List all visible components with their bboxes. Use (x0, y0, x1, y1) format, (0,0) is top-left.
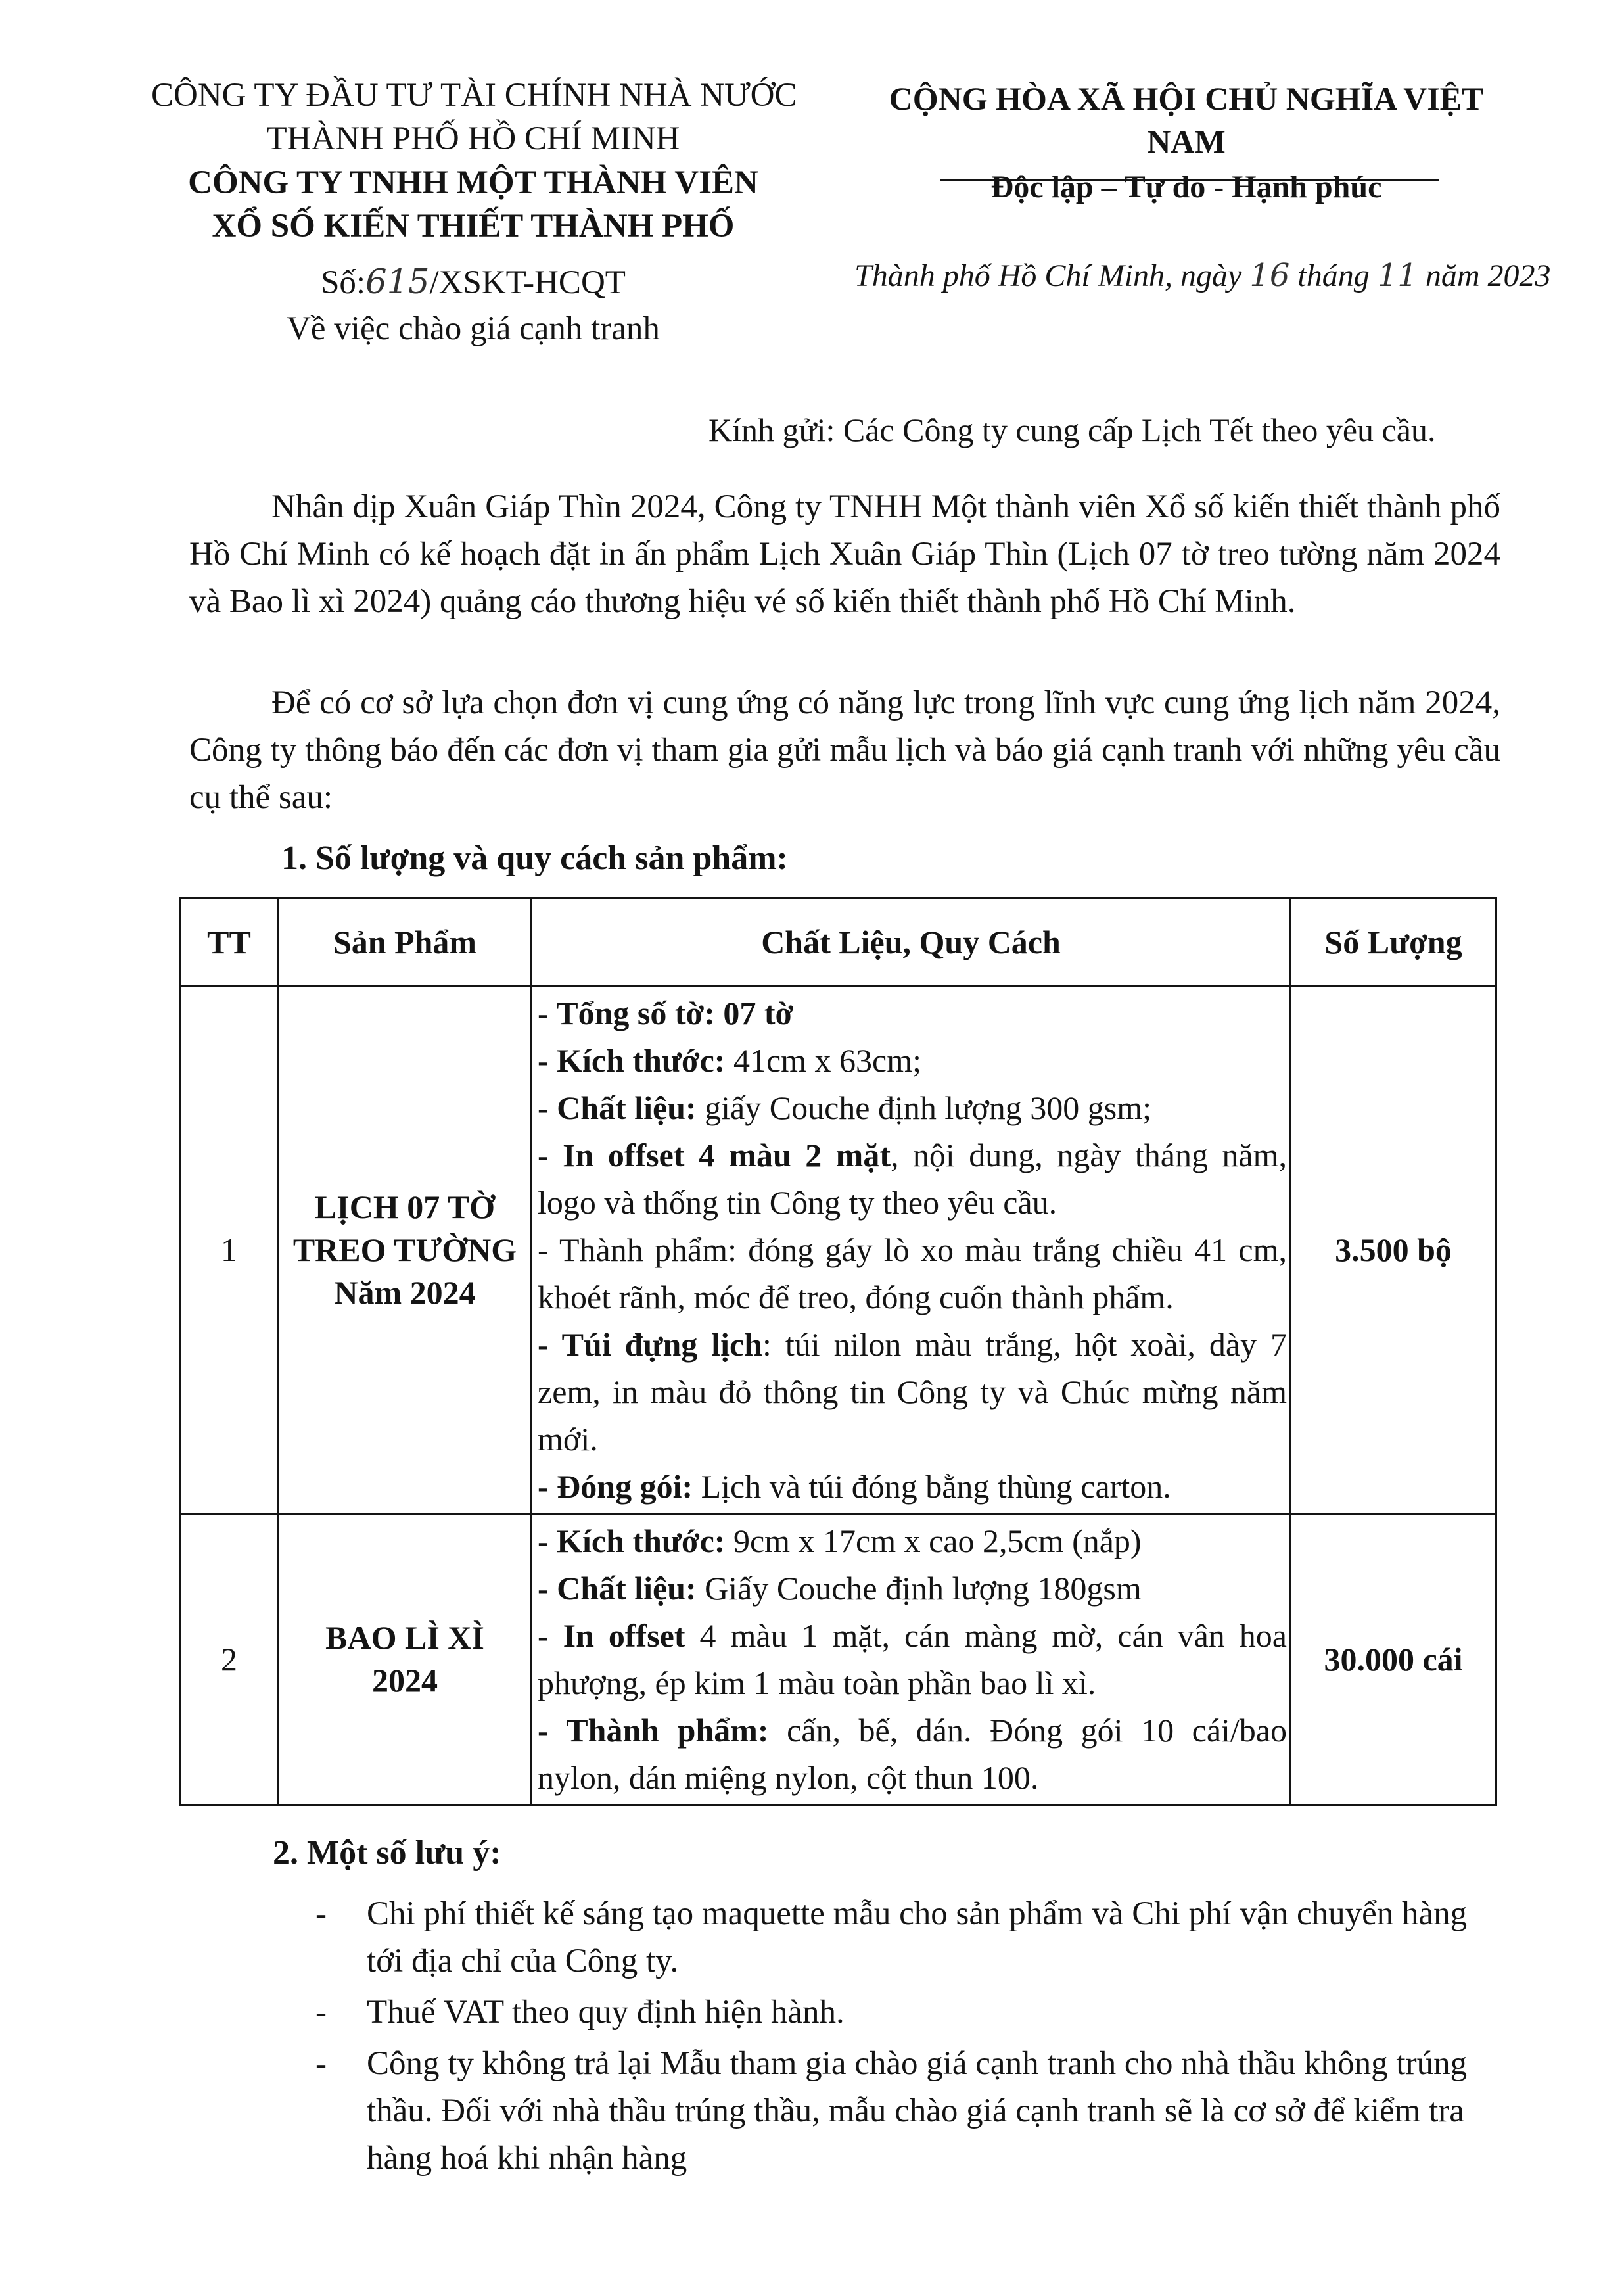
national-motto: Độc lập – Tự do - Hạnh phúc (990, 170, 1382, 204)
section-2-heading: 2. Một số lưu ý: (273, 1834, 501, 1872)
row-1-product-line1: LỊCH 07 TỜ (314, 1188, 496, 1225)
parent-org-line2: THÀNH PHỐ HỒ CHÍ MINH (266, 120, 680, 158)
table-row (180, 986, 1496, 1514)
section-1-heading: 1. Số lượng và quy cách sản phẩm: (281, 839, 788, 877)
row-1-quantity: 3.500 bộ (1291, 986, 1496, 1514)
document-date (854, 255, 1551, 296)
row-2-product-line2: 2024 (372, 1662, 438, 1699)
spec-1-printing: - In offset 4 màu 2 mặt, nội dung, ngày tháng năm, logo và thống tin Công ty theo yêu cầu. (538, 1137, 1287, 1221)
list-item: - Thuế VAT theo quy định hiện hành. (309, 1989, 1498, 2036)
spec-2-size: - Kích thước: 9cm x 17cm x cao 2,5cm (nắp) (538, 1523, 1142, 1559)
national-title: CỘNG HÒA XÃ HỘI CHỦ NGHĨA VIỆT NAM (889, 80, 1484, 160)
motto-underline (940, 179, 1439, 181)
row-1-product (279, 986, 532, 1514)
date-prefix: Thành phố Hồ Chí Minh, ngày (854, 258, 1242, 293)
spec-2-finishing: - Thành phẩm: cấn, bế, dán. Đóng gói 10 cái/bao nylon, dán miệng nylon, cột thun 100. (538, 1712, 1287, 1796)
date-year: năm 2023 (1425, 258, 1551, 293)
row-2-product (279, 1514, 532, 1805)
row-2-tt: 2 (180, 1514, 279, 1805)
row-2-quantity: 30.000 cái (1291, 1514, 1496, 1805)
header-quantity: Số Lượng (1291, 899, 1496, 986)
row-1-spec (532, 986, 1291, 1514)
intro-text: Nhân dịp Xuân Giáp Thìn 2024, Công ty TNHH Một thành viên Xổ số kiến thiết thành phố Hồ Chí Minh có kế hoạch đặt in ấn phẩm Lịch Xuân Giáp Thìn (Lịch 07 tờ treo tường năm 2024 và Bao lì xì 2024) quảng cáo thương hiệu vé số kiến thiết thành phố Hồ Chí Minh. (189, 488, 1500, 620)
spec-1-size: - Kích thước: 41cm x 63cm; (538, 1042, 921, 1079)
doc-number-prefix: Số: (321, 264, 366, 302)
list-item: - Chi phí thiết kế sáng tạo maquette mẫu cho sản phẩm và Chi phí vận chuyển hàng tới địa chỉ của Công ty. (309, 1890, 1498, 1985)
company-name-line1: CÔNG TY TNHH MỘT THÀNH VIÊN (188, 164, 758, 201)
spec-2-material: - Chất liệu: Giấy Couche định lượng 180gsm (538, 1570, 1142, 1607)
row-2-product-line1: BAO LÌ XÌ (325, 1619, 484, 1656)
date-month: 11 (1377, 257, 1418, 294)
table-header-row (180, 899, 1496, 986)
doc-number-handwritten: 615 (365, 263, 430, 302)
recipient-line: Kính gửi: Các Công ty cung cấp Lịch Tết theo yêu cầu. (708, 412, 1436, 448)
company-name-line2: XỔ SỐ KIẾN THIẾT THÀNH PHỐ (212, 207, 735, 245)
spec-2-printing: - In offset 4 màu 1 mặt, cán màng mờ, cán vân hoa phượng, ép kim 1 màu toàn phần bao lì xì. (538, 1617, 1287, 1701)
issuer-block (151, 74, 795, 351)
row-1-product-line2: TREO TƯỜNG (292, 1231, 517, 1268)
row-2-spec (532, 1514, 1291, 1805)
header-spec: Chất Liệu, Quy Cách (532, 899, 1291, 986)
header-tt: TT (180, 899, 279, 986)
spec-1-packing: - Đóng gói: Lịch và túi đóng bằng thùng carton. (538, 1468, 1171, 1505)
spec-1-sheets: - Tổng số tờ: 07 tờ (538, 995, 794, 1031)
national-header (848, 78, 1525, 208)
header-product: Sản Phẩm (279, 899, 532, 986)
row-1-tt: 1 (180, 986, 279, 1514)
notes-list (309, 1890, 1498, 2186)
doc-subject: Về việc chào giá cạnh tranh (287, 310, 660, 348)
doc-number (151, 261, 795, 304)
date-day: 16 (1249, 257, 1290, 294)
product-table (179, 897, 1497, 1806)
table-row (180, 1514, 1496, 1805)
row-1-product-line3: Năm 2024 (334, 1273, 476, 1311)
spec-1-bag: - Túi đựng lịch: túi nilon màu trắng, hột xoài, dày 7 zem, in màu đỏ thông tin Công ty và Chúc mừng năm mới. (538, 1326, 1287, 1457)
spec-1-finishing: - Thành phẩm: đóng gáy lò xo màu trắng chiều 41 cm, khoét rãnh, móc để treo, đóng cuốn thành phẩm. (538, 1231, 1287, 1315)
list-item: - Công ty không trả lại Mẫu tham gia chào giá cạnh tranh cho nhà thầu không trúng thầu. Đối với nhà thầu trúng thầu, mẫu chào giá cạnh tranh sẽ là cơ sở để kiểm tra hàng hoá khi nhận hàng (309, 2040, 1498, 2182)
intro-paragraph (189, 483, 1500, 625)
doc-number-suffix: /XSKT-HCQT (429, 264, 626, 302)
spec-1-material: - Chất liệu: giấy Couche định lượng 300 gsm; (538, 1089, 1152, 1126)
basis-paragraph (189, 679, 1500, 821)
parent-org-line1: CÔNG TY ĐẦU TƯ TÀI CHÍNH NHÀ NƯỚC (151, 77, 797, 114)
date-month-label: tháng (1297, 258, 1370, 293)
basis-text: Để có cơ sở lựa chọn đơn vị cung ứng có năng lực trong lĩnh vực cung ứng lịch năm 2024, Công ty thông báo đến các đơn vị tham gia gửi mẫu lịch và báo giá cạnh tranh với những yêu cầu cụ thể sau: (189, 684, 1500, 816)
